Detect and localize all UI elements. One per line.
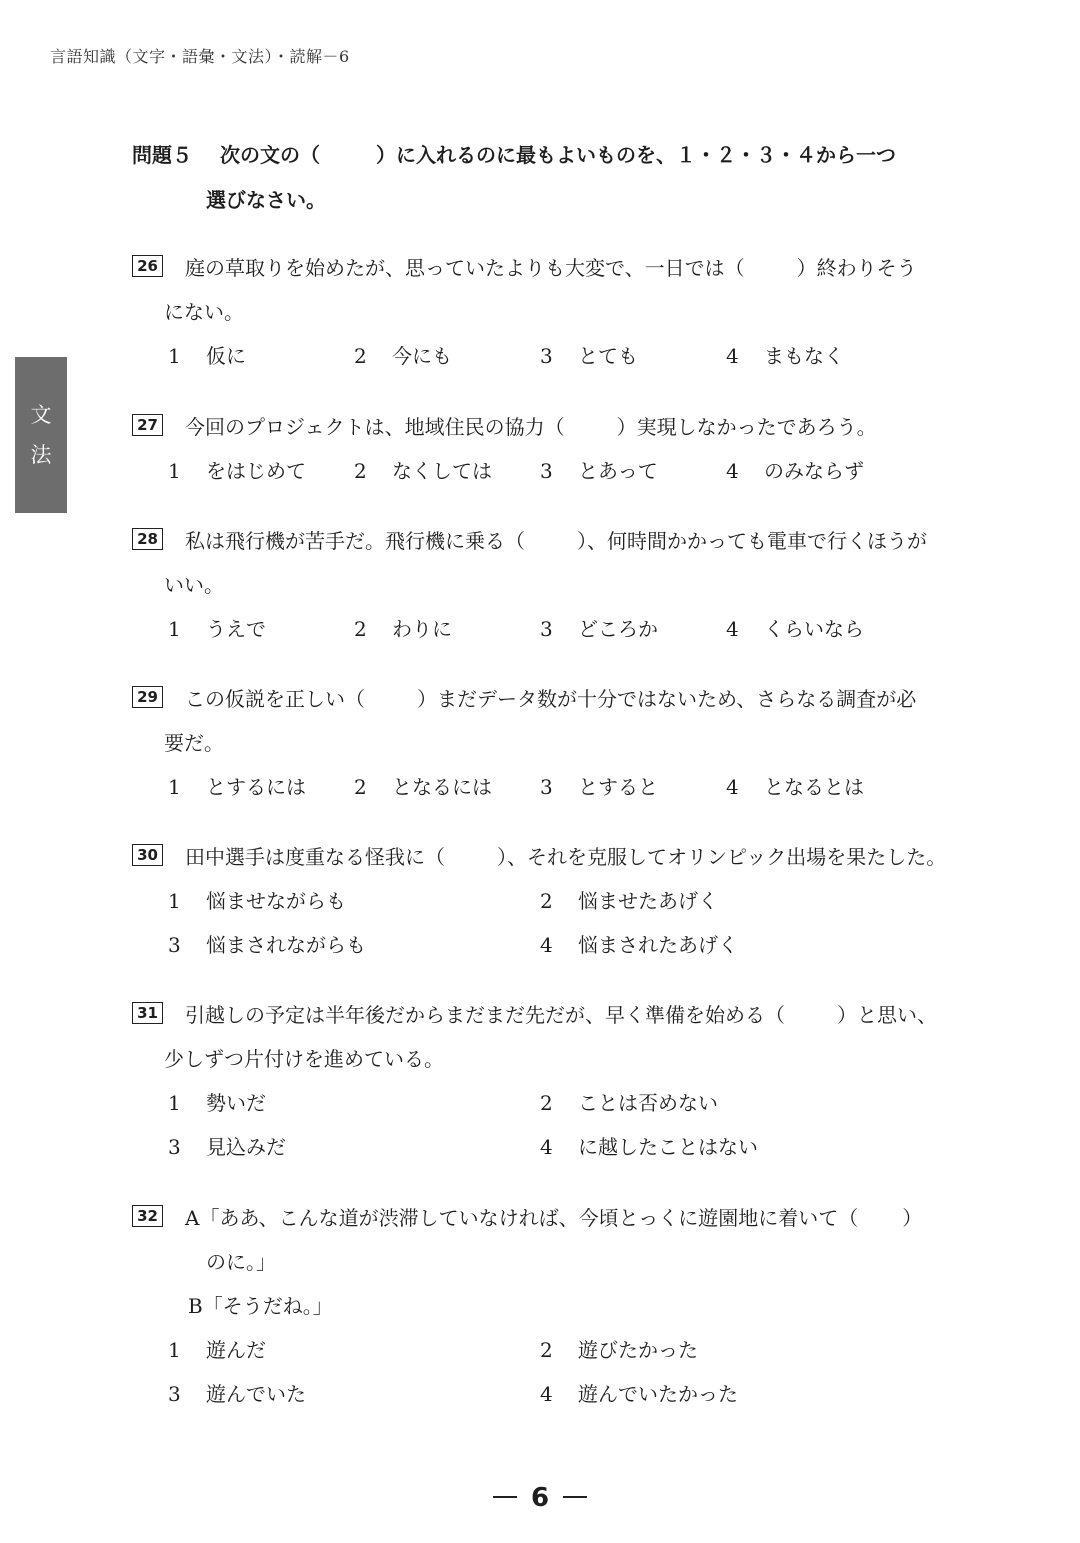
question-text: B「そうだね。」: [188, 1294, 333, 1318]
option[interactable]: 4 に越したことはない: [540, 1135, 758, 1159]
instruction-text: ）に入れるのに最もよいものを、１・２・３・４から一つ: [376, 143, 896, 167]
option[interactable]: 3 悩まされながらも: [168, 933, 366, 957]
section-tab-char: 文: [30, 403, 52, 427]
question-text: 今回のプロジェクトは、地域住民の協力（: [185, 415, 565, 439]
option[interactable]: 2 今にも: [354, 344, 452, 368]
question-29: [132, 682, 1012, 804]
option[interactable]: 4 遊んでいたかった: [540, 1382, 738, 1406]
option[interactable]: 4 となるとは: [726, 775, 864, 799]
question-number: 26: [132, 255, 163, 277]
option[interactable]: 3 とあって: [540, 459, 658, 483]
question-text: 引越しの予定は半年後だからまだまだ先だが、早く準備を始める（: [185, 1003, 785, 1027]
question-number: 29: [132, 686, 163, 708]
option[interactable]: 1 うえで: [168, 617, 266, 641]
question-text: いい。: [164, 573, 224, 597]
page-number-value: 6: [530, 1483, 550, 1513]
question-text: 少しずつ片付けを進めている。: [164, 1047, 444, 1071]
option[interactable]: 3 見込みだ: [168, 1135, 286, 1159]
option[interactable]: 4 くらいなら: [726, 617, 864, 641]
instruction: [132, 138, 1002, 217]
page-number: [0, 1483, 1080, 1513]
option[interactable]: 2 となるには: [354, 775, 492, 799]
option[interactable]: 2 わりに: [354, 617, 452, 641]
option[interactable]: 1 悩ませながらも: [168, 889, 346, 913]
option[interactable]: 4 まもなく: [726, 344, 844, 368]
question-text: ）実現しなかったであろう。: [616, 415, 877, 439]
question-number: 27: [132, 414, 163, 436]
question-30: [132, 840, 1012, 962]
question-28: [132, 524, 1012, 646]
option[interactable]: 1 勢いだ: [168, 1091, 266, 1115]
option[interactable]: 3 とすると: [540, 775, 658, 799]
question-text: 田中選手は度重なる怪我に（: [185, 845, 445, 869]
question-text: ）、それを克服してオリンピック出場を果たした。: [497, 845, 947, 869]
option[interactable]: 1 遊んだ: [168, 1338, 266, 1362]
question-number: 28: [132, 528, 163, 550]
question-number: 31: [132, 1002, 163, 1024]
question-31: [132, 998, 1012, 1164]
option[interactable]: 2 悩ませたあげく: [540, 889, 718, 913]
question-text: ）終わりそう: [796, 256, 917, 280]
option[interactable]: 1 仮に: [168, 344, 246, 368]
instruction-text: 選びなさい。: [206, 188, 326, 212]
option[interactable]: 3 とても: [540, 344, 638, 368]
option[interactable]: 2 なくしては: [354, 459, 492, 483]
question-text: A「ああ、こんな道が渋滞していなければ、今頃とっくに遊園地に着いて（: [185, 1206, 859, 1230]
question-number: 32: [132, 1205, 163, 1227]
running-head: 言語知識（文字・語彙・文法）・読解－6: [50, 47, 350, 66]
question-text: のに。」: [206, 1250, 276, 1274]
question-text: ）、何時間かかっても電車で行くほうが: [577, 529, 927, 553]
option[interactable]: 1 とするには: [168, 775, 306, 799]
option[interactable]: 1 をはじめて: [168, 459, 306, 483]
option[interactable]: 4 のみならず: [726, 459, 864, 483]
instruction-text: 次の文の（: [220, 143, 320, 167]
question-text: 庭の草取りを始めたが、思っていたよりも大変で、一日では（: [185, 256, 745, 280]
option[interactable]: 2 遊びたかった: [540, 1338, 698, 1362]
section-tab: [15, 357, 67, 513]
option[interactable]: 3 遊んでいた: [168, 1382, 306, 1406]
question-text: ）まだデータ数が十分ではないため、さらなる調査が必: [417, 687, 917, 711]
option[interactable]: 2 ことは否めない: [540, 1091, 718, 1115]
question-text: ）と思い、: [837, 1003, 937, 1027]
question-text: 要だ。: [164, 731, 224, 755]
question-text: にない。: [164, 300, 244, 324]
question-text: 私は飛行機が苦手だ。飛行機に乗る（: [185, 529, 525, 553]
question-text: ）: [902, 1206, 923, 1230]
question-26: [132, 251, 1012, 373]
question-text: この仮説を正しい（: [185, 687, 365, 711]
section-tab-char: 法: [30, 443, 52, 467]
question-number: 30: [132, 844, 163, 866]
question-32: [132, 1201, 1012, 1411]
option[interactable]: 4 悩まされたあげく: [540, 933, 738, 957]
question-27: [132, 410, 1012, 488]
problem-label: 問題５: [132, 143, 192, 167]
option[interactable]: 3 どころか: [540, 617, 658, 641]
